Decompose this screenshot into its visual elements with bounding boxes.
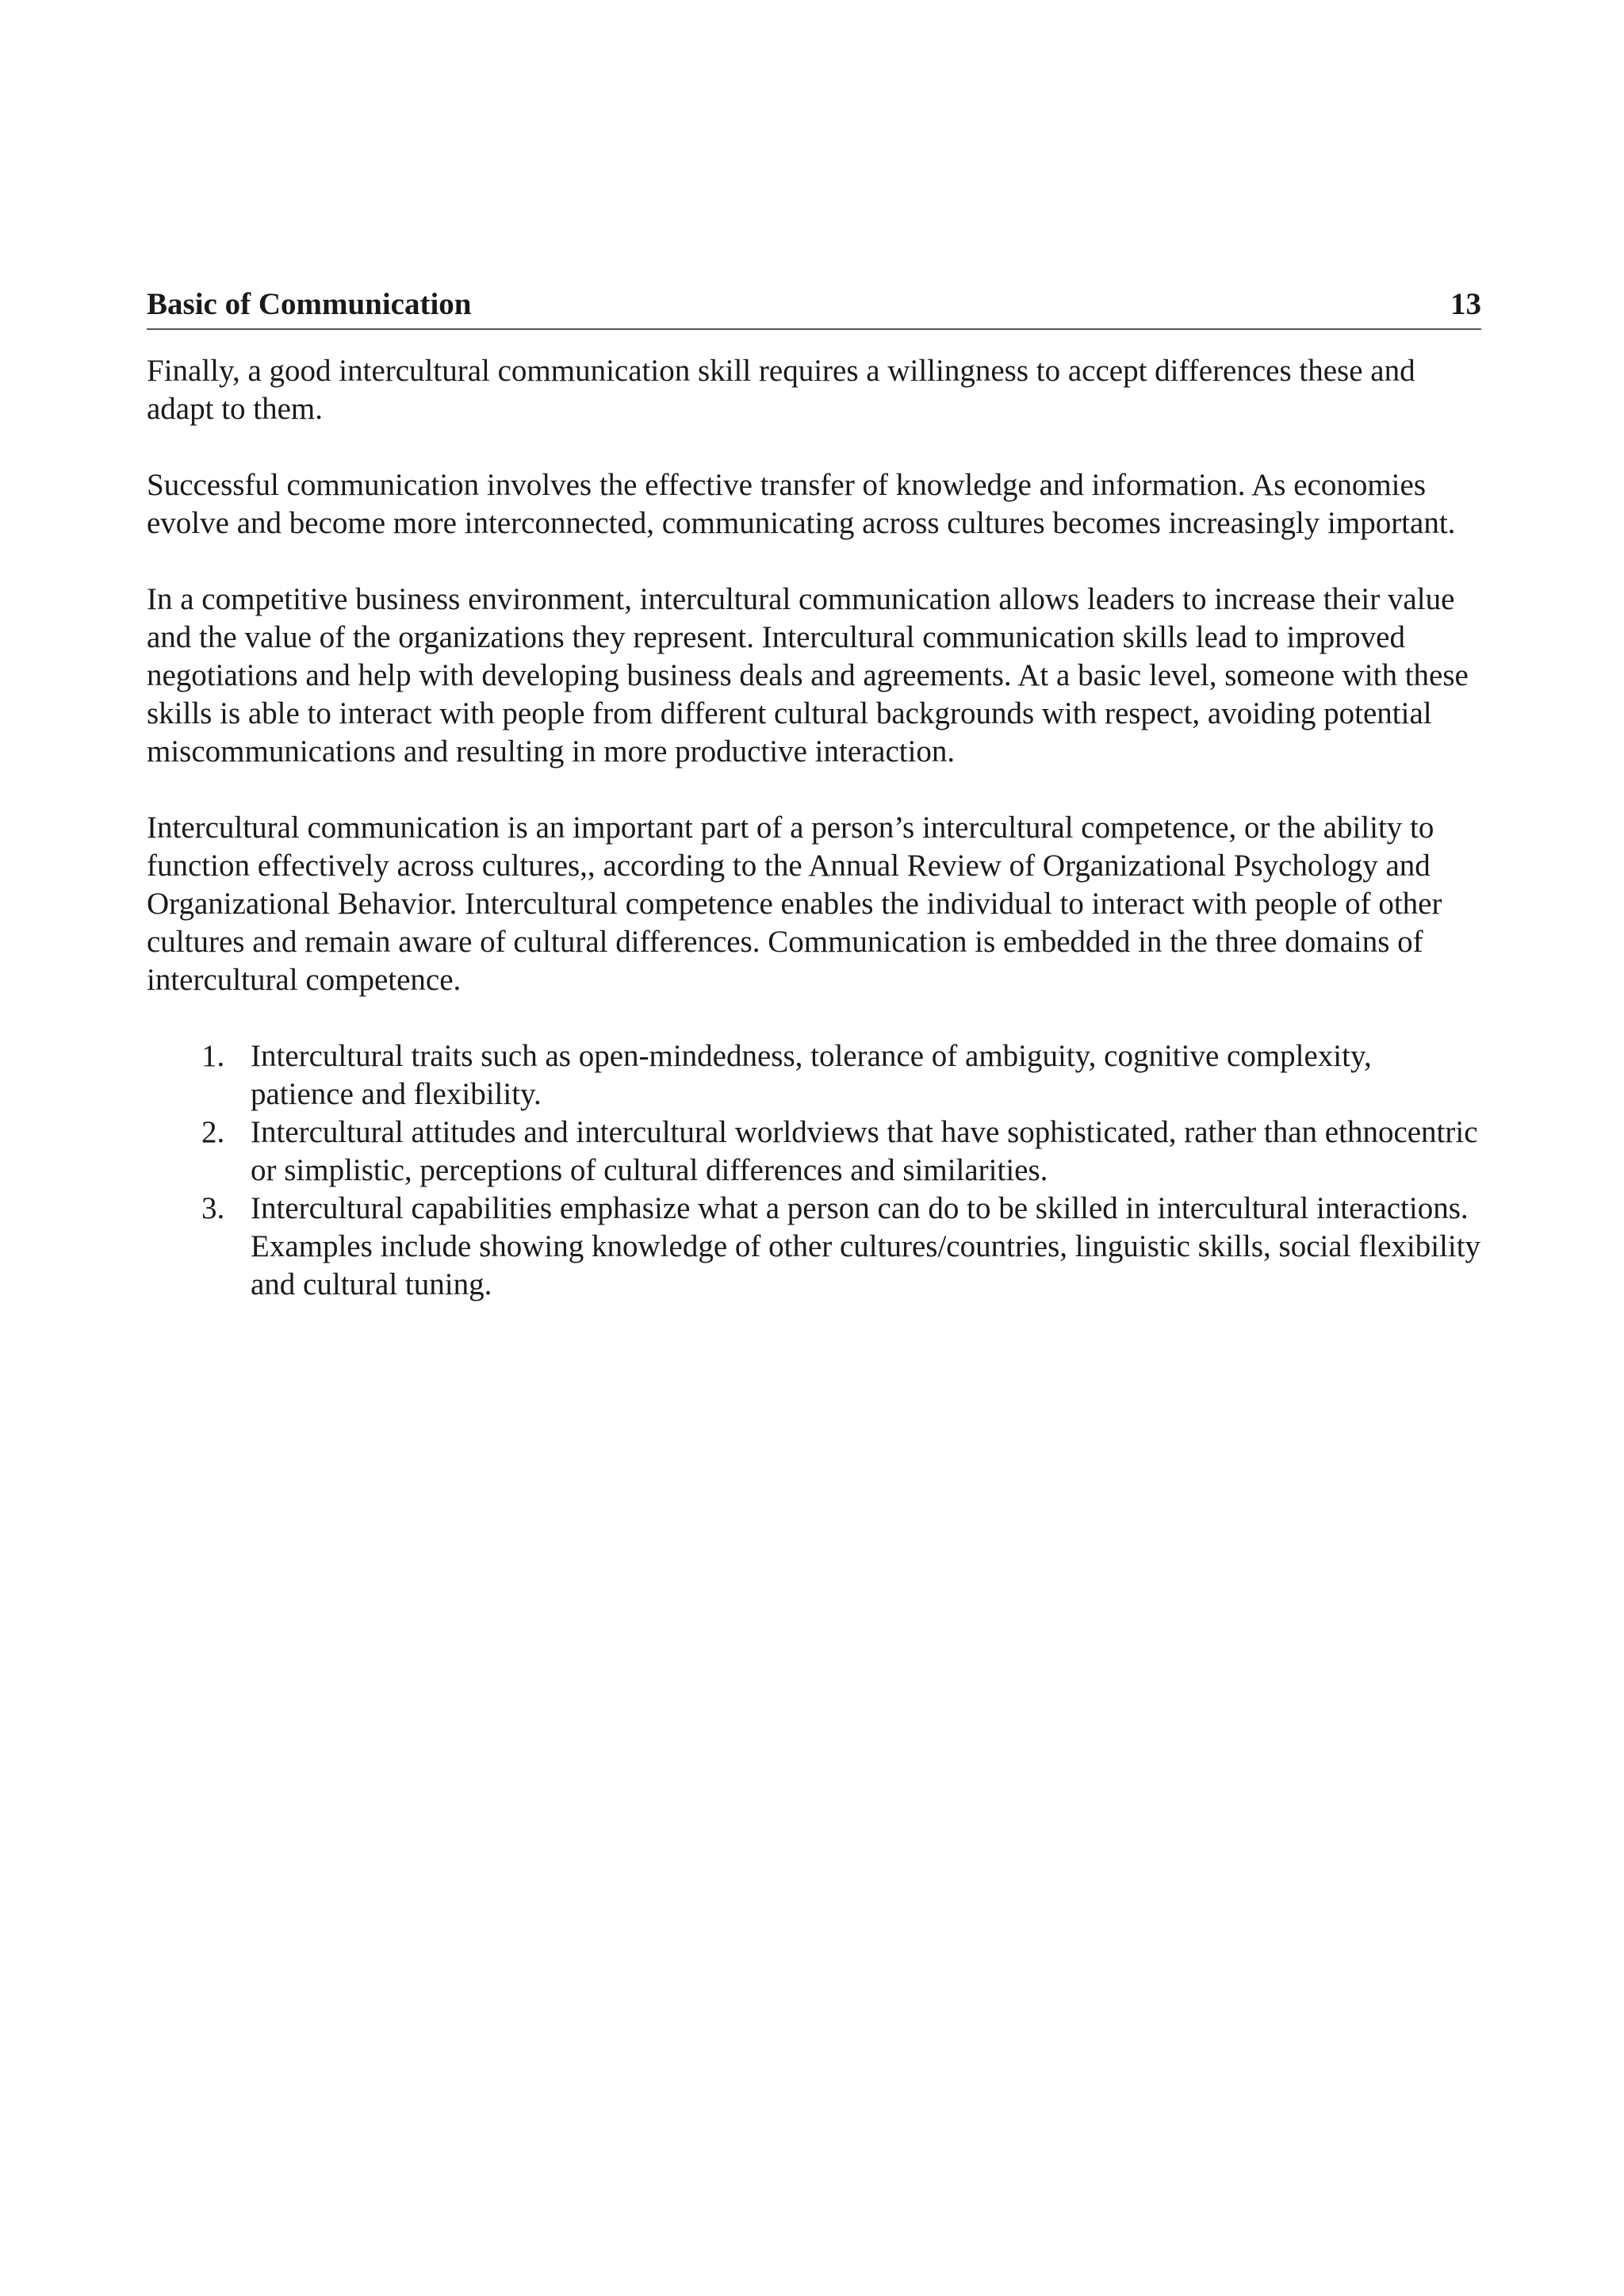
paragraph: In a competitive business environment, intercultural communication allows leaders to increase their value and the value of the organizations they represent. Intercultural communication skills lead to improved negotiations and help with developing business deals and agreements. At a basic level, someone with these skills is able to interact with people from different cultural backgrounds with respect, avoiding potential miscommunications and resulting in more productive interaction. [147, 582, 1469, 769]
list-item-text: Intercultural traits such as open-mindedness, tolerance of ambiguity, cognitive complexity, patience and flexibility. [251, 1039, 1372, 1111]
paragraph: Successful communication involves the effective transfer of knowledge and information. As economies evolve and become more interconnected, communicating across cultures becomes increasingly important. [147, 468, 1456, 540]
document-page [147, 286, 1481, 1304]
paragraph: Intercultural communication is an important part of a person’s intercultural competence, or the ability to function effectively across cultures,, according to the Annual Review of Organizational Psychology and Organizational Behavior. Intercultural competence enables the individual to interact with people of other cultures and remain aware of cultural differences. Communication is embedded in the three domains of intercultural competence. [147, 811, 1442, 997]
chapter-title: Basic of Communication [147, 287, 472, 321]
list-item-text: Intercultural capabilities emphasize what a person can do to be skilled in intercultural interactions. Examples include showing knowledge of other cultures/countries, linguistic skills, social flexibility and cultural tuning. [251, 1191, 1481, 1301]
body-text [147, 352, 1481, 1304]
list-item [147, 1114, 1481, 1190]
list-item [147, 1190, 1481, 1304]
list-item-number: 3. [201, 1191, 225, 1225]
list-item [147, 1037, 1481, 1114]
list-item-text: Intercultural attitudes and intercultural worldviews that have sophisticated, rather than ethnocentric or simplistic, perceptions of cultural differences and similarities. [251, 1115, 1478, 1187]
paragraph: Finally, a good intercultural communication skill requires a willingness to accept differences these and adapt to them. [147, 354, 1415, 426]
list-item-number: 1. [201, 1039, 225, 1073]
page-number: 13 [1450, 287, 1481, 321]
list-item-number: 2. [201, 1115, 225, 1149]
running-header [147, 286, 1481, 330]
competence-domains-list [147, 1037, 1481, 1304]
